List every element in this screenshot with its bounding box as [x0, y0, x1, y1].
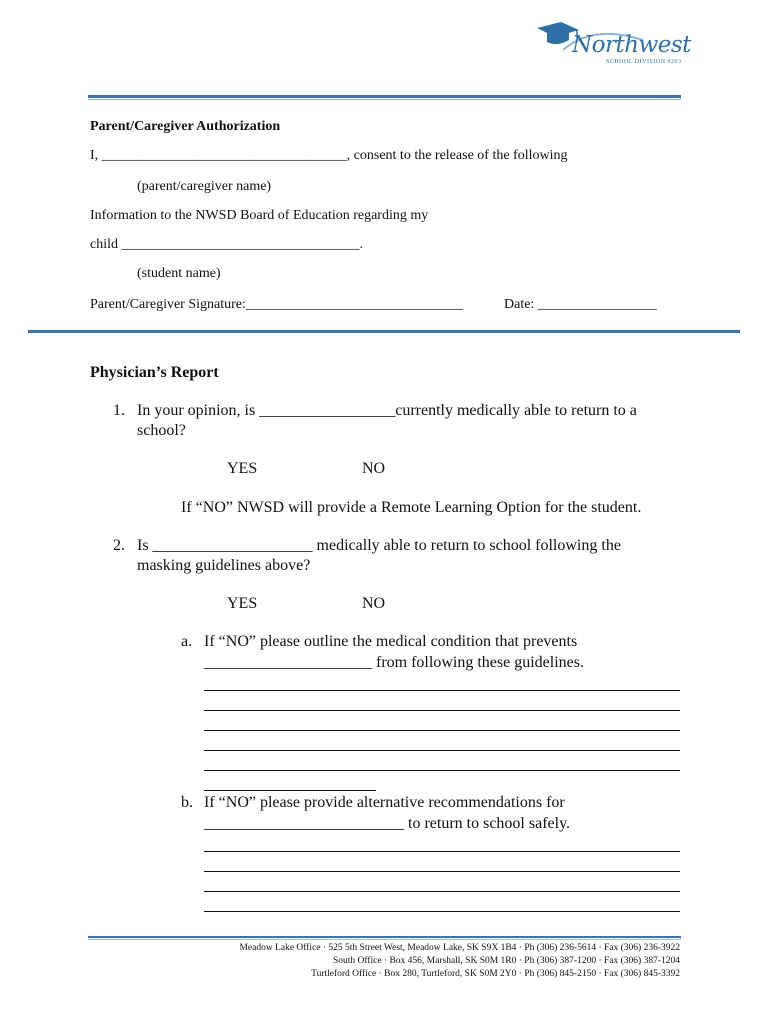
logo-wordmark: Northwest — [572, 32, 691, 58]
caregiver-name-hint: (parent/caregiver name) — [137, 179, 272, 194]
answer-line — [204, 690, 680, 691]
top-divider-thin — [88, 99, 681, 100]
q1-note: If “NO” NWSD will provide a Remote Learning Option for the student. — [181, 499, 642, 516]
q1-no-option: NO — [362, 460, 386, 477]
sub-b-line1: If “NO” please provide alternative recommendations for — [204, 794, 565, 811]
footer-south-office: South Office · Box 456, Marshall, SK S0M 1R0 · Ph (306) 387-1200 · Fax (306) 387-1204 — [332, 956, 680, 966]
answer-line — [204, 710, 680, 711]
q1-number: 1. — [113, 402, 125, 419]
sub-b-line2: _________________________ to return to school safely. — [204, 815, 571, 832]
q2-yes-option: YES — [227, 595, 258, 612]
physician-title: Physician’s Report — [90, 364, 219, 381]
q1-text-line1: In your opinion, is _________________currently medically able to return to a — [137, 402, 637, 419]
answer-line — [204, 851, 680, 852]
consent-line: I, ___________________________________, consent to the release of the following — [90, 148, 568, 163]
authorization-title: Parent/Caregiver Authorization — [90, 119, 281, 134]
student-name-hint: (student name) — [137, 266, 221, 281]
sub-a-label: a. — [181, 633, 193, 650]
footer-divider — [88, 936, 681, 938]
info-line: Information to the NWSD Board of Education regarding my — [90, 208, 429, 223]
answer-line — [204, 871, 680, 872]
q2-no-option: NO — [362, 595, 386, 612]
answer-line — [204, 770, 680, 771]
sub-a-line2: _____________________ from following these guidelines. — [204, 654, 584, 671]
logo-subtitle: SCHOOL DIVISION #203 — [606, 59, 682, 65]
answer-line — [204, 891, 680, 892]
q2-text-line1: Is ____________________ medically able to return to school following the — [137, 537, 621, 554]
child-line: child __________________________________. — [90, 237, 363, 252]
footer-turtleford: Turtleford Office · Box 280, Turtleford, SK S0M 2Y0 · Ph (306) 845-2150 · Fax (306) 845-3392 — [311, 969, 680, 979]
sub-a-line1: If “NO” please outline the medical condition that prevents — [204, 633, 578, 650]
answer-line — [204, 750, 680, 751]
footer-meadow-lake: Meadow Lake Office · 525 5th Street West, Meadow Lake, SK S9X 1B4 · Ph (306) 236-5614 · Fax (306) 236-3922 — [239, 943, 680, 953]
answer-line — [204, 790, 376, 791]
top-divider — [88, 95, 681, 98]
answer-line — [204, 730, 680, 731]
q2-text-line2: masking guidelines above? — [137, 557, 311, 574]
sub-b-label: b. — [181, 794, 193, 811]
answer-line — [204, 911, 680, 912]
q2-number: 2. — [113, 537, 125, 554]
signature-line: Parent/Caregiver Signature:_______________________________ — [90, 297, 463, 312]
q1-text-line2: school? — [137, 422, 186, 439]
footer-divider-thin — [88, 939, 681, 940]
q1-yes-option: YES — [227, 460, 258, 477]
section-divider — [28, 330, 740, 333]
date-line: Date: _________________ — [504, 297, 657, 312]
